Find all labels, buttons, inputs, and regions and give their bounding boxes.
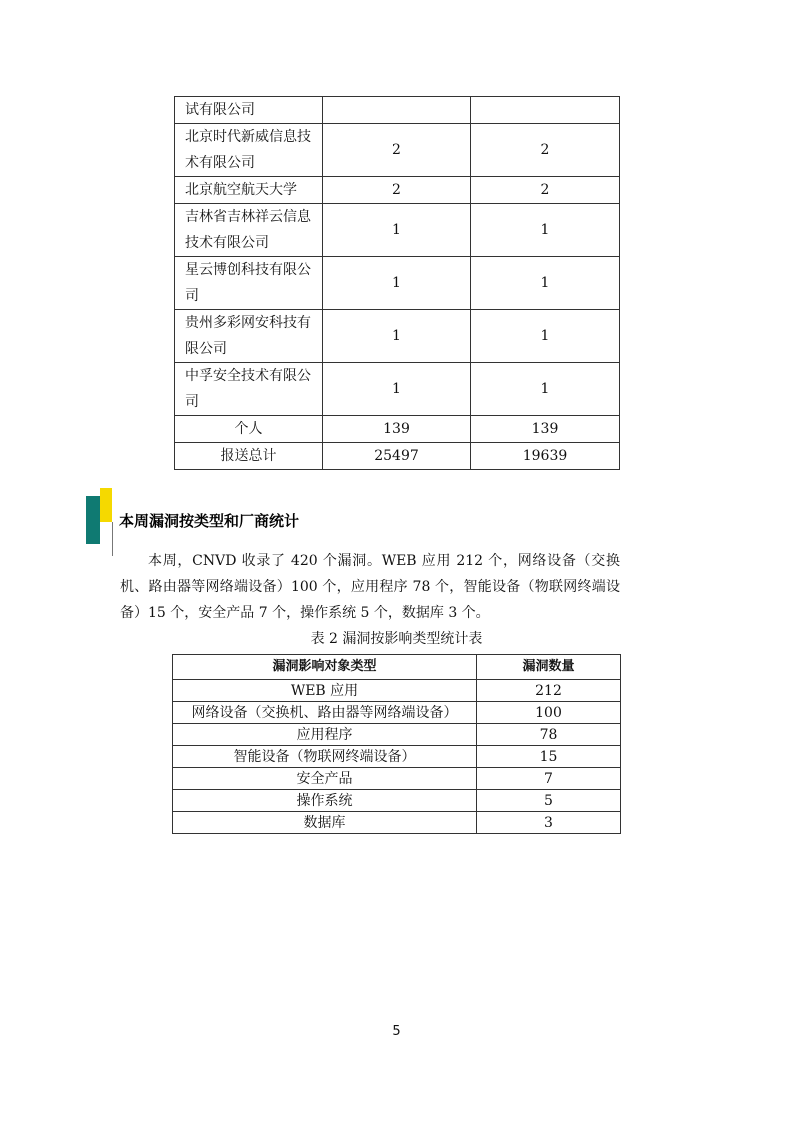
table-header-row xyxy=(173,655,621,680)
type-cell: 应用程序 xyxy=(173,724,477,746)
org-name-cell: 试有限公司 xyxy=(175,97,323,124)
value-cell: 2 xyxy=(471,124,620,177)
type-cell: 操作系统 xyxy=(173,790,477,812)
table-row xyxy=(173,702,621,724)
vendor-vuln-table xyxy=(174,96,620,470)
count-cell: 7 xyxy=(477,768,621,790)
value-cell: 139 xyxy=(471,416,620,443)
org-name-cell: 星云博创科技有限公司 xyxy=(175,257,323,310)
value-cell: 1 xyxy=(471,310,620,363)
type-cell: 安全产品 xyxy=(173,768,477,790)
table-row xyxy=(175,97,620,124)
org-name-cell: 个人 xyxy=(175,416,323,443)
value-cell: 2 xyxy=(323,124,471,177)
table-row xyxy=(175,257,620,310)
table-row xyxy=(173,790,621,812)
count-cell: 78 xyxy=(477,724,621,746)
org-name-cell: 北京航空航天大学 xyxy=(175,177,323,204)
value-cell: 139 xyxy=(323,416,471,443)
org-name-cell: 北京时代新威信息技术有限公司 xyxy=(175,124,323,177)
org-name-cell: 中孚安全技术有限公司 xyxy=(175,363,323,416)
value-cell: 2 xyxy=(323,177,471,204)
count-cell: 15 xyxy=(477,746,621,768)
total-label-cell: 报送总计 xyxy=(175,443,323,470)
table-row xyxy=(175,416,620,443)
table-total-row xyxy=(175,443,620,470)
total-value-cell: 25497 xyxy=(323,443,471,470)
page-number: 5 xyxy=(392,1024,401,1039)
value-cell xyxy=(323,97,471,124)
value-cell: 1 xyxy=(323,204,471,257)
column-header: 漏洞影响对象类型 xyxy=(173,655,477,680)
section-title: 本周漏洞按类型和厂商统计 xyxy=(119,512,300,530)
org-name-cell: 吉林省吉林祥云信息技术有限公司 xyxy=(175,204,323,257)
value-cell: 1 xyxy=(323,310,471,363)
table-row xyxy=(173,680,621,702)
type-cell: 智能设备（物联网终端设备） xyxy=(173,746,477,768)
heading-decoration-yellow xyxy=(100,488,112,522)
table-row xyxy=(175,204,620,257)
heading-decoration-teal xyxy=(86,496,100,544)
count-cell: 212 xyxy=(477,680,621,702)
value-cell: 1 xyxy=(471,363,620,416)
table-row xyxy=(173,724,621,746)
org-name-cell: 贵州多彩网安科技有限公司 xyxy=(175,310,323,363)
value-cell: 2 xyxy=(471,177,620,204)
count-cell: 5 xyxy=(477,790,621,812)
summary-paragraph: 本周，CNVD 收录了 420 个漏洞。WEB 应用 212 个，网络设备（交换机、路由器等网络端设备）100 个，应用程序 78 个，智能设备（物联网终端设备）15 个，安全产品 7 个，操作系统 5 个，数据库 3 个。 xyxy=(120,553,620,621)
count-cell: 100 xyxy=(477,702,621,724)
value-cell xyxy=(471,97,620,124)
table-caption: 表 2 漏洞按影响类型统计表 xyxy=(310,631,483,647)
value-cell: 1 xyxy=(323,257,471,310)
table-row xyxy=(173,812,621,834)
table-row xyxy=(175,363,620,416)
table-row xyxy=(175,177,620,204)
column-header: 漏洞数量 xyxy=(477,655,621,680)
type-cell: WEB 应用 xyxy=(173,680,477,702)
total-value-cell: 19639 xyxy=(471,443,620,470)
count-cell: 3 xyxy=(477,812,621,834)
value-cell: 1 xyxy=(471,257,620,310)
table-row xyxy=(173,746,621,768)
type-cell: 网络设备（交换机、路由器等网络端设备） xyxy=(173,702,477,724)
table-row xyxy=(175,310,620,363)
table-row xyxy=(173,768,621,790)
vuln-type-table xyxy=(172,654,621,834)
table-row xyxy=(175,124,620,177)
type-cell: 数据库 xyxy=(173,812,477,834)
heading-decoration-line xyxy=(112,522,113,556)
value-cell: 1 xyxy=(471,204,620,257)
value-cell: 1 xyxy=(323,363,471,416)
